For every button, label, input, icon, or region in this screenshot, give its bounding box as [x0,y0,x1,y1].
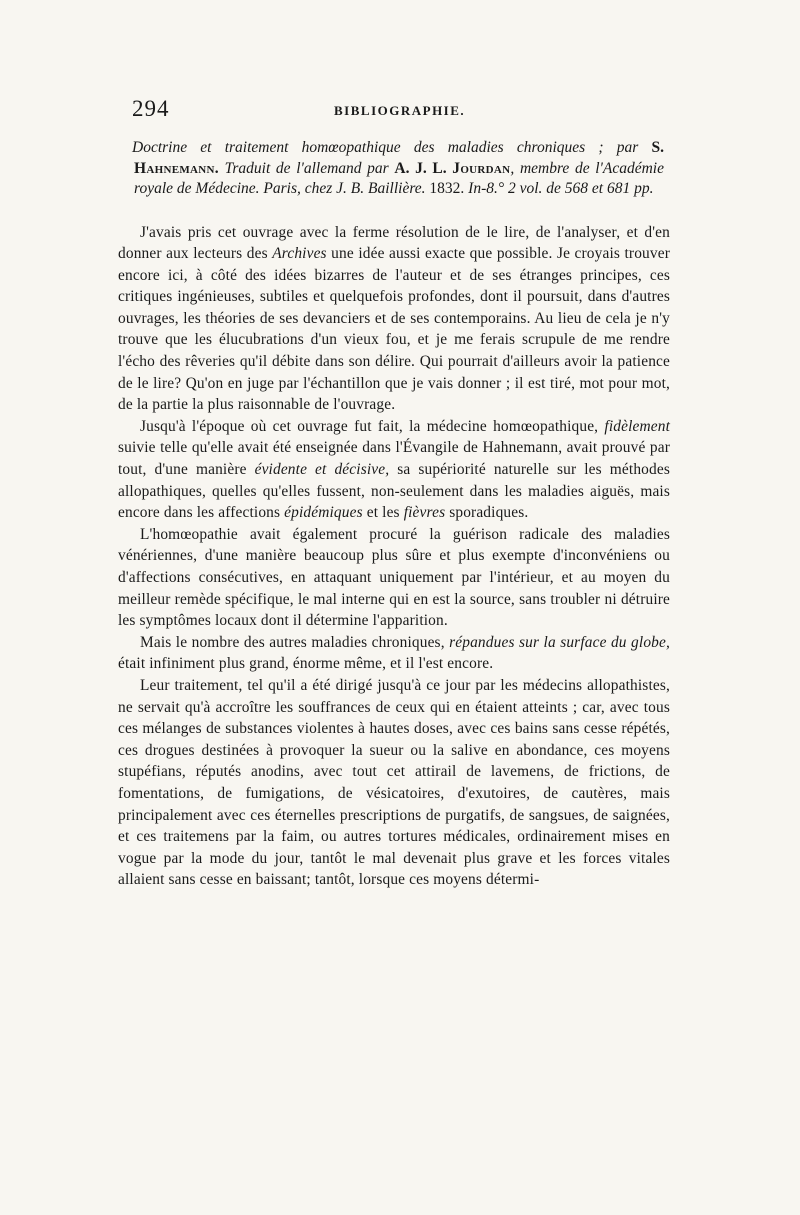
paragraph-text: suivie telle qu'elle avait été enseignée dans l'Évangile de Hahnemann, avait prouvé par tout, d'une manière [118,439,670,479]
paragraph-text: sporadiques. [445,504,529,522]
citation-format: In-8.° 2 vol. de 568 et 681 pp. [464,180,654,197]
paragraph-text: Jusqu'à l'époque où cet ouvrage fut fait, la médecine homœopathique, [140,417,605,435]
body-paragraph [118,632,670,675]
paragraph-text: et les [362,504,404,522]
citation-translator-initials: A. J. L. [394,159,453,177]
paragraph-text: sa supériorité naturelle sur les méthodes allopathiques, quelles qu'elles fussent, non-seulement dans les maladies aiguës, mais encore dans les affections [118,461,670,522]
citation-translator: Jourdan [452,159,511,177]
body-paragraph [118,524,670,632]
body-paragraph [118,222,670,416]
citation-author-prefix: S. [651,139,665,156]
citation-translation: Traduit de l'allemand par [218,159,395,177]
paragraph-text: Leur traitement, tel qu'il a été dirigé jusqu'à ce jour par les médecins allopathistes, ne servait qu'à accroître les souffrances de ceux qui en étaient atteints ; car, avec tous ces mélanges de substances violentes à hautes doses, avec ces bains sans cesse répétés, ces drogues destinées à provoquer la sueur ou la salive en abondance, ces moyens stupéfians, réputés anodins, avec tout cet attirail de lavemens, de frictions, de fomentations, de fumigations, de vésicatoires, d'exutoires, de cautères, mais principalement avec ces éternelles prescriptions de purgatifs, de sangsues, de saignées, et ces traitemens par la faim, ou autres tortures médicales, ordinairement mises en vogue par la mode du jour, tantôt le mal devenait plus grave et les forces vitales allaient sans cesse en baissant; tantôt, lorsque ces moyens détermi- [118,676,670,889]
page-header [118,96,670,126]
review-body [118,222,670,891]
emphasis-text: fidèlement [604,417,670,435]
citation-title: Doctrine et traitement homœopathique des maladies chroniques ; par [132,139,639,156]
body-paragraph [118,675,670,891]
bibliographic-citation [118,138,670,200]
paragraph-text: Mais le nombre des autres maladies chroniques, [140,633,450,651]
emphasis-text: répandues sur la surface du globe, [449,633,671,651]
citation-publisher-city: Paris [263,180,297,197]
page [118,96,670,891]
emphasis-text: Archives [272,245,327,263]
citation-year: 1832. [429,180,465,197]
page-number: 294 [132,96,170,121]
citation-translator-role: , membre de l'Académie royale de Médecine. [134,159,664,197]
emphasis-text: épidémiques [284,504,363,522]
paragraph-text: L'homœopathie avait également procuré la guérison radicale des maladies vénériennes, d'une manière beaucoup plus sûre et plus exempte d'inconvéniens ou d'affections consécutives, en attaquant uniquement par l'intérieur, et au moyen du meilleur remède spécifique, le mal interne qui en est la source, sans troubler ni détruire les symptômes locaux dont il détermine l'apparition. [118,525,670,630]
emphasis-text: évidente et décisive, [254,461,390,479]
citation-publisher: , chez J. B. Baillière. [296,180,426,197]
paragraph-text: J'avais pris cet ouvrage avec la ferme résolution de le lire, de l'analyser, et d'en donner aux lecteurs des [118,223,670,263]
citation-author: Hahnemann. [134,159,219,177]
paragraph-text: une idée aussi exacte que possible. Je croyais trouver encore ici, à côté des idées bizarres de l'auteur et de ses étranges principes, ces critiques ingénieuses, subtiles et quelquefois profondes, dont il poursuit, dans d'autres ouvrages, les théories de ses devanciers et de ses contemporains. Au lieu de cela je n'y trouve que les élucubrations d'un vieux fou, et je me ferais scrupule de me rendre l'écho des rêveries qu'il débite dans son délire. Qui pourrait d'ailleurs avoir la patience de le lire? Qu'on en juge par l'échantillon que je vais donner ; il est tiré, mot pour mot, de la partie la plus raisonnable de l'ouvrage. [118,245,670,414]
emphasis-text: fièvres [403,504,446,522]
paragraph-text: était infiniment plus grand, énorme même, et il l'est encore. [118,655,494,673]
body-paragraph [118,416,670,524]
running-head: BIBLIOGRAPHIE. [334,103,466,118]
